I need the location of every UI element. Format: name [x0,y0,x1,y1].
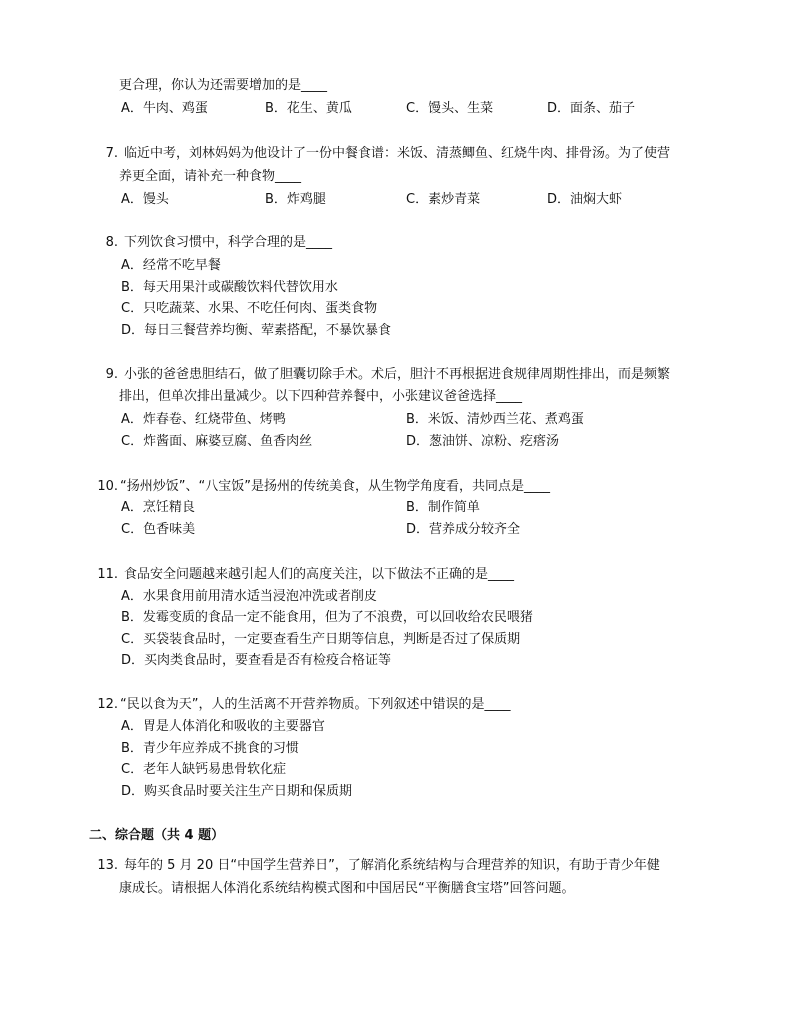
section2-title: 二、综合题（共 4 题） [89,828,225,843]
q9-option-c: C．炸酱面、麻婆豆腐、鱼香肉丝 [121,434,313,449]
q7-option-a: A．馒头 [121,192,169,207]
q12-option-b: B．青少年应养成不挑食的习惯 [121,741,299,756]
q12-number: 12. [97,697,118,712]
q6-option-a: A．牛肉、鸡蛋 [121,101,208,116]
q6-continuation-text: 更合理，你认为还需要增加的是____ [119,78,328,93]
q7-option-c: C．素炒青菜 [406,192,481,207]
q11-option-a: A．水果食用前用清水适当浸泡冲洗或者削皮 [121,589,377,604]
q12-option-a: A．胃是人体消化和吸收的主要器官 [121,719,325,734]
q6-option-d: D．面条、茄子 [547,101,636,116]
q7-option-b: B．炸鸡腿 [265,192,326,207]
q9-option-a: A．炸春卷、红烧带鱼、烤鸭 [121,412,286,427]
q8-option-b: B．每天用果汁或碳酸饮料代替饮用水 [121,280,338,295]
q9-number: 9. [105,367,118,382]
q10-option-a: A．烹饪精良 [121,500,195,515]
q7-option-d: D．油焖大虾 [547,192,623,207]
q13-text-line2: 康成长。请根据人体消化系统结构模式图和中国居民“平衡膳食宝塔”回答问题。 [119,881,575,896]
q11-option-b: B．发霉变质的食品一定不能食用，但为了不浪费，可以回收给农民喂猪 [121,610,533,625]
q10-option-d: D．营养成分较齐全 [406,522,521,537]
q7-number: 7. [105,146,118,161]
q11-text: 食品安全问题越来越引起人们的高度关注，以下做法不正确的是____ [124,567,515,582]
q8-number: 8. [105,235,118,250]
q8-option-a: A．经常不吃早餐 [121,258,221,273]
q9-text-line2: 排出，但单次排出量减少。以下四种营养餐中，小张建议爸爸选择____ [119,389,523,404]
q9-text-line1: 小张的爸爸患胆结石，做了胆囊切除手术。术后，胆汁不再根据进食规律周期性排出，而是频繁 [124,367,671,382]
q9-option-d: D．葱油饼、凉粉、疙瘩汤 [406,434,560,449]
q10-text: “扬州炒饭”、“八宝饭”是扬州的传统美食，从生物学角度看，共同点是____ [120,479,550,494]
q11-number: 11. [97,567,118,582]
q11-option-d: D．买肉类食品时，要查看是否有检疫合格证等 [121,653,392,668]
q13-number: 13. [97,858,118,873]
q6-option-c: C．馒头、生菜 [406,101,494,116]
q12-text: “民以食为天”，人的生活离不开营养物质。下列叙述中错误的是____ [120,697,511,712]
q8-option-c: C．只吃蔬菜、水果、不吃任何肉、蛋类食物 [121,301,378,316]
q7-text-line2: 养更全面，请补充一种食物____ [119,169,302,184]
q8-text: 下列饮食习惯中，科学合理的是____ [124,235,333,250]
q12-option-c: C．老年人缺钙易患骨软化症 [121,762,287,777]
q11-option-c: C．买袋装食品时，一定要查看生产日期等信息，判断是否过了保质期 [121,632,521,647]
q6-option-b: B．花生、黄瓜 [265,101,352,116]
q9-option-b: B．米饭、清炒西兰花、煮鸡蛋 [406,412,584,427]
q12-option-d: D．购买食品时要关注生产日期和保质期 [121,784,353,799]
q10-number: 10. [97,479,118,494]
q10-option-b: B．制作简单 [406,500,480,515]
q10-option-c: C．色香味美 [121,522,196,537]
q8-option-d: D．每日三餐营养均衡、荤素搭配，不暴饮暴食 [121,323,392,338]
q13-text-line1: 每年的 5 月 20 日“中国学生营养日”，了解消化系统结构与合理营养的知识，有助于青少年健 [124,858,660,873]
q7-text-line1: 临近中考，刘林妈妈为他设计了一份中餐食谱：米饭、清蒸鲫鱼、红烧牛肉、排骨汤。为了使营 [124,146,671,161]
